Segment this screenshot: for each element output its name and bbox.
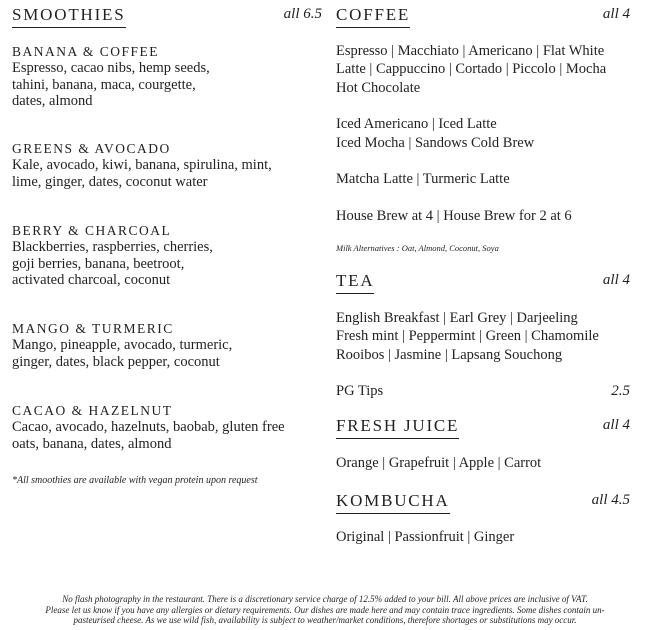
item-desc-line: activated charcoal, coconut (12, 272, 171, 288)
tea-header (336, 270, 630, 294)
smoothie-item (12, 402, 322, 452)
tea-extra-price: 2.5 (611, 383, 630, 399)
section-price-kombucha: all 4.5 (591, 492, 630, 508)
section-title-juice: FRESH JUICE (336, 415, 459, 439)
coffee-line: Hot Chocolate (336, 80, 421, 96)
item-desc-line: lime, ginger, dates, coconut water (12, 173, 208, 190)
smoothie-item (12, 222, 322, 289)
coffee-header (336, 4, 630, 28)
smoothie-item (12, 140, 322, 190)
tea-line: Fresh mint | Peppermint | Green | Chamomile (336, 328, 599, 344)
footer-line: No flash photography in the restaurant. There is a discretionary service charge of 12.5% added to your bill. All above prices are inclusive of VAT. (62, 594, 588, 604)
item-desc-line: ginger, dates, black pepper, coconut (12, 353, 220, 370)
coffee-line: House Brew at 4 | House Brew for 2 at 6 (336, 208, 572, 224)
tea-extra-item (336, 382, 630, 401)
footer-disclaimer (0, 594, 650, 626)
item-desc-line: Mango, pineapple, avocado, turmeric, (12, 337, 233, 353)
kombucha-line: Original | Passionfruit | Ginger (336, 529, 515, 545)
section-title-coffee: COFFEE (336, 4, 410, 28)
section-title-smoothies: SMOOTHIES (12, 4, 126, 28)
item-desc-line: Cacao, avocado, hazelnuts, baobab, gluten free (12, 419, 285, 435)
item-desc-line: Kale, avocado, kiwi, banana, spirulina, mint, (12, 157, 272, 173)
item-name: BERRY & CHARCOAL (12, 223, 172, 238)
section-price-coffee: all 4 (602, 6, 630, 22)
section-price-tea: all 4 (602, 272, 630, 288)
section-price-smoothies: all 6.5 (283, 6, 322, 22)
tea-line: English Breakfast | Earl Grey | Darjeeling (336, 310, 578, 326)
coffee-line: Matcha Latte | Turmeric Latte (336, 171, 510, 187)
tea-line: Rooibos | Jasmine | Lapsang Souchong (336, 347, 563, 363)
section-title-kombucha: KOMBUCHA (336, 490, 450, 514)
kombucha-header (336, 490, 630, 514)
item-desc-line: dates, almond (12, 93, 93, 109)
coffee-line: Iced Americano | Iced Latte (336, 116, 497, 132)
item-desc-line: oats, banana, dates, almond (12, 435, 172, 452)
section-price-juice: all 4 (602, 417, 630, 433)
smoothie-item (12, 43, 322, 110)
juice-header (336, 415, 630, 439)
item-desc-line: goji berries, banana, beetroot, (12, 255, 185, 272)
coffee-line: Latte | Cappuccino | Cortado | Piccolo | Mocha (336, 61, 607, 77)
juice-line: Orange | Grapefruit | Apple | Carrot (336, 455, 542, 471)
item-desc-line: Blackberries, raspberries, cherries, (12, 239, 213, 255)
milk-alternatives-note: Milk Alternatives : Oat, Almond, Coconut, Soya (336, 243, 499, 253)
smoothies-note: *All smoothies are available with vegan protein upon request (12, 475, 258, 486)
item-name: GREENS & AVOCADO (12, 141, 171, 156)
footer-line: Please let us know if you have any allergies or dietary requirements. Our dishes are made here and may contain trace ingredients. Some dishes contain un- (45, 604, 605, 615)
smoothie-item (12, 320, 322, 370)
coffee-line: Espresso | Macchiato | Americano | Flat White (336, 43, 605, 59)
item-desc-line: tahini, banana, maca, courgette, (12, 76, 196, 93)
item-desc-line: Espresso, cacao nibs, hemp seeds, (12, 60, 210, 76)
footer-line: pasteurised cheese. As we use wild fish, availability is subject to weather/market conditions, therefore shortages or substitutions may occur. (73, 615, 577, 625)
smoothies-header (12, 4, 322, 28)
item-name: BANANA & COFFEE (12, 44, 160, 59)
tea-extra-name: PG Tips (336, 383, 384, 399)
coffee-line: Iced Mocha | Sandows Cold Brew (336, 135, 535, 151)
section-title-tea: TEA (336, 270, 374, 294)
item-name: CACAO & HAZELNUT (12, 403, 173, 418)
item-name: MANGO & TURMERIC (12, 321, 174, 336)
